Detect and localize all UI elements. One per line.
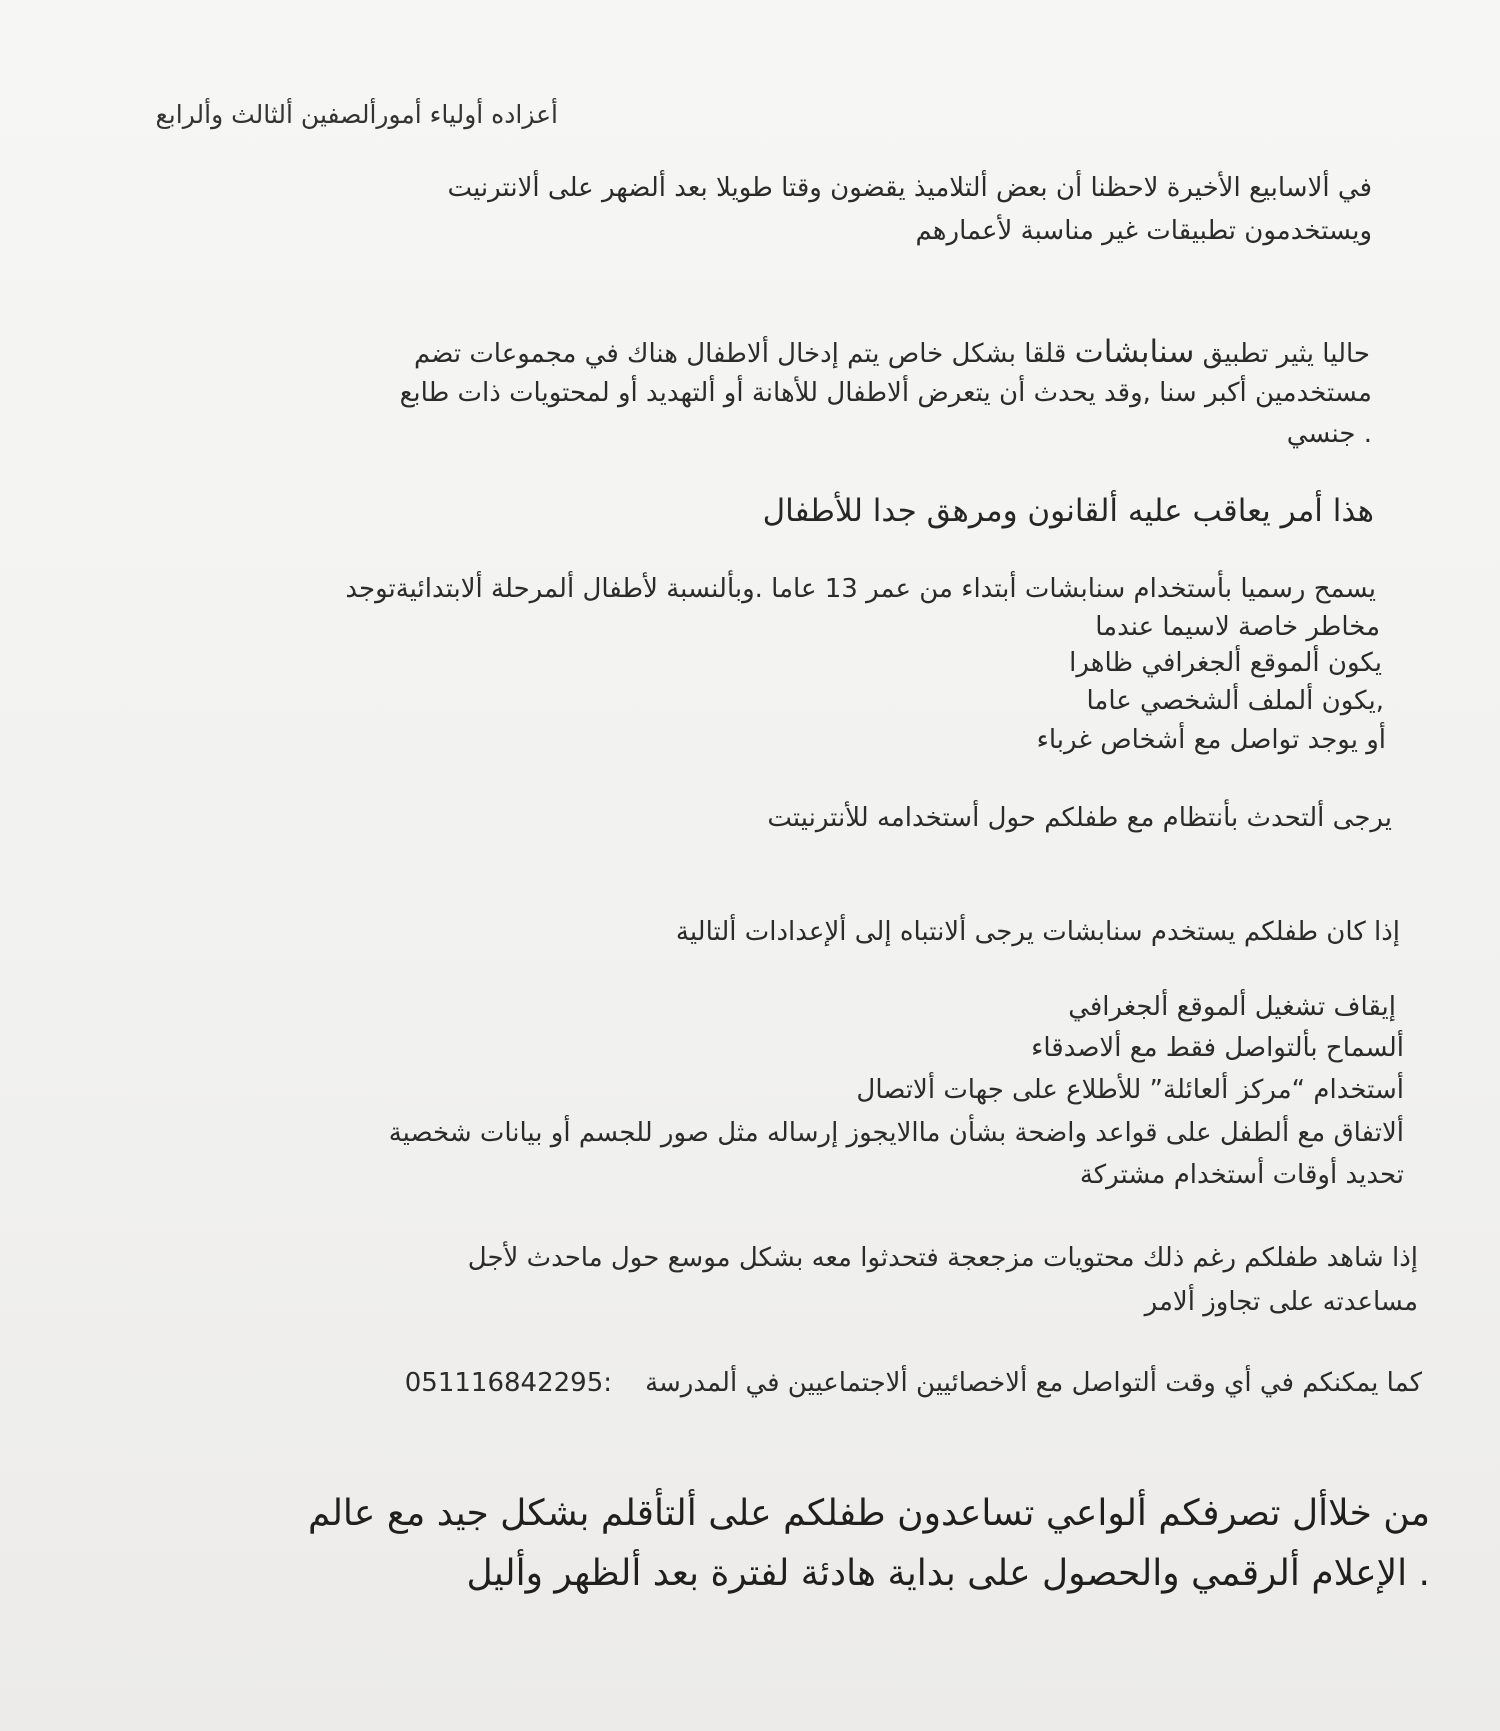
snapchat-para-line-2: مستخدمين أكبر سنا ,وقد يحدث أن يتعرض ألاطفال للأهانة أو ألتهديد أو لمحتويات ذات طابع xyxy=(399,378,1372,408)
closing-line-1: من خلاأل تصرفكم ألواعي تساعدون طفلكم على ألتأقلم بشكل جيد مع عالم xyxy=(308,1493,1430,1534)
settings-item-1: إيقاف تشغيل ألموقع ألجغرافي xyxy=(1068,992,1396,1022)
age-para-line-3: يكون ألموقع ألجغرافي ظاهرا xyxy=(1069,648,1382,678)
settings-intro: إذا كان طفلكم يستخدم سنابشات يرجى ألانتباه إلى ألإعدادات ألتالية xyxy=(675,917,1400,947)
age-para-line-1: يسمح رسميا بأستخدام سنابشات أبتداء من عمر 13 عاما .وبألنسبة لأطفال ألمرحلة ألابتدائيةتوجد xyxy=(345,574,1376,604)
age-para-line-2: مخاطر خاصة لاسيما عندما xyxy=(1095,612,1380,642)
settings-item-3: أستخدام “مركز ألعائلة” للأطلاع على جهات ألاتصال xyxy=(856,1075,1404,1105)
disturbing-para-line-1: إذا شاهد طفلكم رغم ذلك محتويات مزجعجة فتحدثوا معه بشكل موسع حول ماحدث لأجل xyxy=(467,1243,1418,1273)
talk-line: يرجى ألتحدث بأنتظام مع طفلكم حول أستخدامه للأنترنيتت xyxy=(767,803,1392,833)
greeting: أعزاده أولياء أمورألصفين ألثالث وألرابع xyxy=(155,100,558,129)
snapchat-para-pre: حاليا يثير تطبيق xyxy=(1202,339,1370,369)
settings-item-4: ألاتفاق مع ألطفل على قواعد واضحة بشأن ماالايجوز إرساله مثل صور للجسم أو بيانات شخصية xyxy=(388,1118,1404,1148)
settings-item-2: ألسماح بألتواصل فقط مع ألاصدقاء xyxy=(1031,1033,1404,1063)
snapchat-para-post: قلقا بشكل خاص يتم إدخال ألاطفال هناك في مجموعات تضم xyxy=(413,339,1067,369)
intro-line-2: ويستخدمون تطبيقات غير مناسبة لأعمارهم xyxy=(915,216,1372,246)
warning-heading: هذا أمر يعاقب عليه ألقانون ومرهق جدا للأطفال xyxy=(762,493,1374,529)
age-para-line-5: أو يوجد تواصل مع أشخاص غرباء xyxy=(1036,725,1386,755)
snapchat-para-line-3: . جنسي xyxy=(1286,419,1372,449)
contact-text: كما يمكنكم في أي وقت ألتواصل مع ألاخصائيين ألاجتماعيين في ألمدرسة xyxy=(645,1368,1422,1398)
settings-item-5: تحديد أوقات أستخدام مشتركة xyxy=(1079,1160,1404,1190)
snapchat-para-line-1 xyxy=(414,334,1370,370)
disturbing-para-line-2: مساعدته على تجاوز ألامر xyxy=(1144,1287,1418,1317)
intro-line-1: في ألاسابيع الأخيرة لاحظنا أن بعض ألتلاميذ يقضون وقتا طويلا بعد ألضهر على ألانترنيت xyxy=(447,173,1372,203)
age-para-line-4: ,يكون ألملف ألشخصي عاما xyxy=(1086,686,1384,716)
closing-line-2: . الإعلام ألرقمي والحصول على بداية هادئة لفترة بعد ألظهر وأليل xyxy=(466,1553,1430,1594)
snapchat-app-name: سنابشات xyxy=(1074,334,1195,370)
contact-line xyxy=(405,1368,1422,1398)
school-phone-number: 051116842295: xyxy=(404,1368,613,1398)
